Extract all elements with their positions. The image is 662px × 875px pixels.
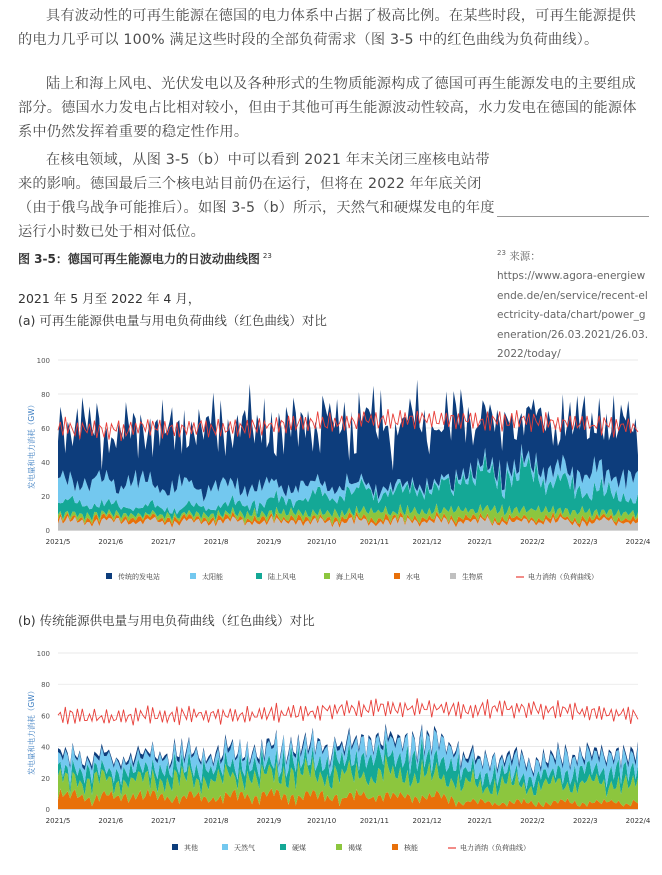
chart-b: [0, 645, 662, 870]
x-tick-label: 2021/8: [203, 538, 229, 546]
x-tick-label: 2021/5: [45, 538, 71, 546]
legend-label: 硬煤: [292, 844, 306, 852]
legend-label: 生物质: [462, 573, 483, 581]
legend-swatch: [394, 573, 400, 579]
x-tick-label: 2022/2: [520, 817, 545, 825]
y-tick-label: 60: [41, 712, 50, 721]
footnote-url[interactable]: https://www.agora-energiewende.de/en/service/recent-electricity-data/chart/power_generation/26.03.2021/26.03.2022/today/: [497, 270, 649, 360]
x-tick-label: 2022/3: [572, 538, 598, 546]
legend-swatch: [172, 844, 178, 850]
x-tick-label: 2021/6: [98, 817, 124, 825]
y-tick-label: 20: [41, 493, 50, 501]
legend-swatch: [190, 573, 196, 579]
footnote-mark: 23: [497, 249, 506, 257]
legend-label: 太阳能: [202, 573, 223, 581]
x-tick-label: 2021/10: [307, 538, 337, 546]
legend-swatch: [336, 844, 342, 850]
legend-label: 海上风电: [336, 573, 364, 581]
legend-label: 天然气: [234, 844, 255, 852]
x-tick-label: 2021/7: [151, 538, 176, 546]
x-tick-label: 2022/1: [467, 817, 493, 825]
x-tick-label: 2021/8: [203, 817, 229, 825]
x-tick-label: 2021/11: [359, 538, 389, 546]
x-tick-label: 2021/9: [256, 817, 282, 825]
footnote-label: 来源：: [509, 250, 541, 263]
legend-label: 褐煤: [348, 844, 362, 852]
load-line: [58, 698, 638, 725]
chart-b-title: (b) 传统能源供电量与用电负荷曲线（红色曲线）对比: [18, 613, 315, 628]
legend-swatch: [324, 573, 330, 579]
y-tick-label: 40: [41, 459, 50, 467]
x-tick-label: 2022/2: [520, 538, 545, 546]
x-tick-label: 2021/10: [307, 817, 337, 825]
y-axis-label: 发电量和电力消耗（GW）: [27, 686, 36, 776]
figure-title-text: 图 3-5：德国可再生能源电力的日波动曲线图: [18, 252, 260, 266]
y-tick-label: 80: [41, 681, 50, 690]
y-tick-label: 100: [36, 357, 50, 365]
paragraph-1: 具有波动性的可再生能源在德国的电力体系中占据了极高比例。在某些时段，可再生能源提供的电力几乎可以 100% 满足这些时段的全部负荷需求（图 3-5 中的红色曲线为负荷曲线）。: [18, 8, 636, 48]
legend-swatch: [450, 573, 456, 579]
y-tick-label: 80: [41, 391, 50, 399]
legend-label: 电力消纳（负荷曲线）: [528, 573, 598, 581]
y-tick-label: 0: [45, 527, 50, 535]
legend-label: 电力消纳（负荷曲线）: [460, 844, 530, 852]
y-axis-label: 发电量和电力消耗（GW）: [27, 400, 36, 490]
x-tick-label: 2021/12: [412, 817, 442, 825]
legend-swatch: [222, 844, 228, 850]
figure-title: [18, 250, 272, 267]
date-range: 2021 年 5 月至 2022 年 4 月，: [18, 291, 201, 306]
legend-swatch: [106, 573, 112, 579]
x-tick-label: 2021/5: [45, 817, 71, 825]
chart-a: [0, 350, 662, 595]
footnote-rule: [497, 216, 649, 217]
x-tick-label: 2021/7: [151, 817, 176, 825]
x-tick-label: 2021/6: [98, 538, 124, 546]
legend-swatch: [392, 844, 398, 850]
figure-footnote-ref: 23: [262, 252, 272, 260]
x-tick-label: 2022/4: [625, 538, 651, 546]
legend-label: 传统的发电站: [118, 573, 160, 581]
paragraph-2: 陆上和海上风电、光伏发电以及各种形式的生物质能源构成了德国可再生能源发电的主要组成部分。德国水力发电占比相对较小，但由于其他可再生能源波动性较高，水力发电在德国的能源体系中仍然发挥着重要的稳定性作用。: [18, 76, 637, 140]
x-tick-label: 2021/12: [412, 538, 442, 546]
x-tick-label: 2022/4: [625, 817, 651, 825]
y-tick-label: 100: [36, 650, 50, 658]
y-tick-label: 40: [41, 743, 50, 752]
y-tick-label: 20: [41, 774, 50, 783]
legend-label: 水电: [406, 573, 420, 581]
x-tick-label: 2021/11: [359, 817, 389, 825]
x-tick-label: 2021/9: [256, 538, 282, 546]
x-tick-label: 2022/3: [572, 817, 598, 825]
y-tick-label: 0: [45, 806, 50, 814]
legend-label: 其他: [184, 844, 198, 852]
legend-label: 陆上风电: [268, 573, 296, 581]
chart-a-title: (a) 可再生能源供电量与用电负荷曲线（红色曲线）对比: [18, 313, 327, 328]
legend-swatch: [256, 573, 262, 579]
legend-label: 核能: [404, 844, 418, 852]
paragraph-3: 在核电领域，从图 3-5（b）中可以看到 2021 年末关闭三座核电站带来的影响。德国最后三个核电站目前仍在运行，但将在 2022 年年底关闭（由于俄乌战争可能推后）。如图 3-5（b）所示，天然气和硬煤发电的年度运行小时数已处于相对低位。: [18, 152, 495, 240]
legend-swatch: [280, 844, 286, 850]
footnote: [497, 244, 649, 365]
y-tick-label: 60: [41, 425, 50, 433]
x-tick-label: 2022/1: [467, 538, 493, 546]
